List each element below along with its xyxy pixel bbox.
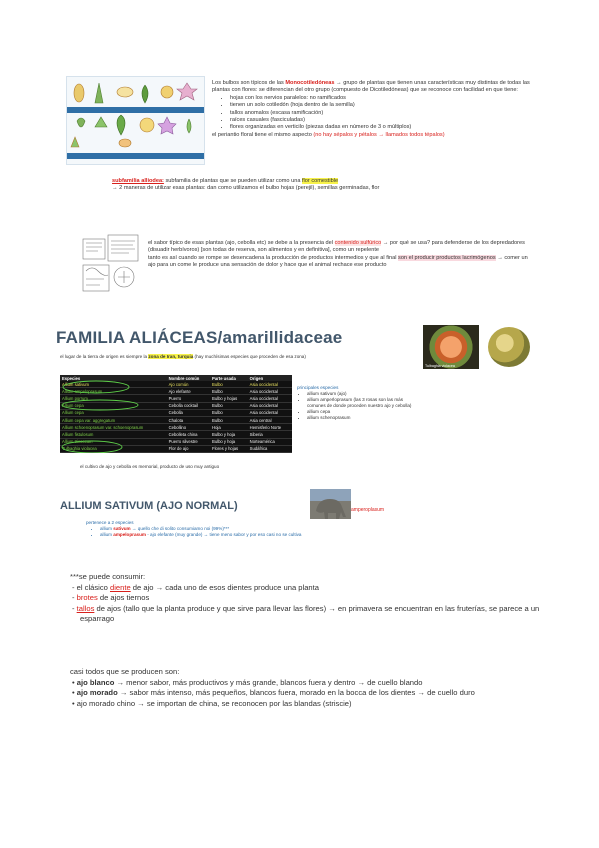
list-item [76,698,540,710]
list-item [100,532,506,538]
text-fragment: → menor sabor, más productivos y más grande, blancos fuera y dentro → de cuello blando [114,677,423,687]
highlighted-text: flor comestible [302,178,339,184]
list-item [76,603,540,625]
table-cell: Allium fistulosum [60,431,167,438]
food-photo [423,325,479,369]
table-header: Nombre común [167,375,210,381]
table-cell: Allium schoenoprasum var. schoenoprasum [60,424,167,431]
text-fragment: el sabor típico de esas plantas (ajo, cebolla etc) se debe a la presencia del [148,240,335,246]
list-item: • flores organizadas en verticilo (piezas dadas en número de 3 o múltiplos) [230,124,542,131]
highlighted-text: son el producir productos lacrimógenos [398,254,496,261]
plant-drawings-icon [67,77,204,164]
table-cell: Allium porrum [60,395,167,402]
photo-caption: Tulbaghia violacea [425,364,455,368]
cultivation-note: el cultivo de ajo y cebolla es memorial, producto de uso muy antiguo [80,464,220,469]
elephant-icon [310,489,351,519]
main-species-panel [297,385,421,421]
table-cell: Asia occidental [248,381,292,388]
list-item [76,688,540,699]
species-table [60,375,292,453]
highlighted-text: brotes [76,593,98,603]
table-cell: Puerro [167,395,210,402]
monocot-description [212,80,542,139]
sativum-list [86,526,506,538]
table-cell: Asia central [248,416,292,423]
text-fragment: → grupo de plantas que tienen unas características muy distintas de todas las plantas con flores: se diferencian del otro grupo (compuesto de Dicotiledóneas) que se reconoce con facilidad en que tiene: [212,80,530,94]
sulphur-description [148,240,528,270]
table-cell: Allium cepa var. aggregatum [60,416,167,423]
table-cell: Bulbo y hoja [210,431,248,438]
table-cell: Asia occidental [248,409,292,416]
monocot-illustration-plate [66,76,205,165]
text-fragment: subfamilia de plantas que se pueden utilizar como una [163,178,302,184]
table-cell: Flores y hojas [210,445,248,452]
text-fragment: tanto es así cuando se rompe se desencadena la producción de productos intermedios y que al final [148,254,399,261]
text-fragment: el lugar de la tierra de origen es siempre la [60,354,149,359]
table-cell: Flor de ajo [167,445,210,452]
sprout-ball [488,327,530,367]
text-fragment: de ajos tiernos [97,593,150,603]
origin-note [60,354,430,360]
table-cell: Ajo común [167,381,210,388]
table-header: Parte usada [210,375,248,381]
section-title: casi todos que se producen son: [70,667,180,676]
text-fragment: de ajo → cada uno de esos dientes produce una planta [130,582,319,592]
table-cell: Cebolla cocktail [167,402,210,409]
species-title: principales especies [297,385,339,390]
species-note [86,520,506,538]
text-fragment: ajo morado chino → se importan de china, se reconocen por las blandas (striscie) [76,698,352,708]
slide-heading: FAMILIA ALIÁCEAS/amarillidaceae [56,328,343,347]
species-term: sativum [113,526,131,531]
highlighted-text: tallos [76,603,95,613]
species-term: ampeloprasum [113,532,146,537]
text-fragment: el periantio floral tiene el mismo aspecto [212,131,314,138]
highlighted-text: (no hay sépalos y pétalos → llamados todos tépalos) [313,131,445,138]
hand-drawn-circles [60,375,292,453]
list-item: • allium sativum (ajo) [307,391,421,397]
monocot-traits-list [212,95,542,132]
table-cell: Bulbo y hoja [210,438,248,445]
list-item: • allium schenoprasum [307,415,421,421]
types-section [70,667,540,709]
table-cell: Norteamérica [248,438,292,445]
table-header: Especies [60,375,167,381]
text-fragment: → comer un ajo para un come le produce una sensación de dolor y hace que el animal rechace ese producto [148,254,528,269]
table-cell: Hoja [210,424,248,431]
bold-term: ajo blanco [76,677,115,687]
table-cell: Allium cepa [60,409,167,416]
list-item: • allium cepa [307,409,421,415]
table-cell: Allium tricoccum [60,438,167,445]
bold-term: ajo morado [76,688,118,698]
text-fragment: (hay muchísimas especies que proceden de esa zona) [193,354,306,359]
list-item: • allium amperloprasum (las 3 rosas son las más comunes de donde proceden nuestro ajo y cebolla) [307,397,421,409]
table-header: Origen [248,375,292,381]
table-cell: Bulbo [210,402,248,409]
table-cell: Allium sativum [60,381,167,388]
highlighted-text: diente [109,582,131,592]
consume-list [70,583,540,625]
text-fragment: de ajos (tallo que la planta produce y que sirve para llevar las flores) → en primavera se encuentran en las fruterías, se parece a un esparrago [80,603,540,624]
subfamily-term: subfamilia alliodea: [112,178,164,184]
table-cell: Chalota [167,416,210,423]
monocot-term: Monocotiledóneas [285,80,335,86]
table-cell: Hemisferio Norte [248,424,292,431]
table-cell: Puerro silvestre [167,438,210,445]
text-fragment: → sabor más intenso, más pequeños, blancos fuera, morado en la bocca de los dientes → de cuello duro [117,688,475,698]
table-cell: Asia occidental [248,388,292,395]
table-cell: Cebolla [167,409,210,416]
table-cell: Asia occidental [248,395,292,402]
table-cell: Bulbo [210,409,248,416]
list-item: • hojas con los nervios paralelos: no ramificados [230,95,542,102]
table-cell: Bulbo [210,416,248,423]
text-fragment: → 2 maneras de utilizar esas plantas: dan como utilizamos el bulbo hojas (perejil), semillas germinadas, flor [112,185,380,192]
text-fragment: allium [100,532,114,537]
types-list [70,678,540,710]
text-fragment: el clásico [76,582,110,592]
highlighted-text: zona de Iran, turquia [148,354,194,359]
table-cell: Ajo elefante [167,388,210,395]
list-item: • tallos anomalos (escasa ramificación) [230,110,542,117]
consume-section [70,572,540,625]
species-list [297,391,421,421]
table-cell: Bulbo [210,388,248,395]
elephant-photo [310,489,351,519]
table-cell: Allium cepa [60,402,167,409]
hand-sketch-icon [82,233,140,295]
list-item: • tienen un solo cotiledón (hoja dentro de la semilla) [230,102,542,109]
table-cell: Bulbo [210,381,248,388]
table-cell: Tulbaghia violacea [60,445,167,452]
elephant-label: amperoplasum [351,507,385,513]
table-cell: Allium ampeloprasum [60,388,167,395]
slide-heading: ALLIUM SATIVUM (AJO NORMAL) [60,500,238,512]
list-item [76,593,540,604]
subfamily-note [112,178,532,193]
text-fragment: Los bulbos son típicos de las [212,80,286,86]
text-fragment: → quello che di solito consumiamo noi (99%)*** [130,526,230,531]
highlighted-text: contenido sulfúrico [334,240,382,246]
text-fragment: → por qué se usa? para defenderse de los depredadores (disuadir herbívoros) [son todas de reserva, son alimentos y en definitiva], como un repelente [148,240,525,254]
list-item [76,582,540,594]
table-cell: Asia occidental [248,402,292,409]
text-fragment: allium [100,526,114,531]
table-cell: Cebolleta china [167,431,210,438]
sprout-photo [480,325,542,369]
table-cell: Cebollino [167,424,210,431]
table-cell: Sudáfrica [248,445,292,452]
table-cell: Bulbo y hojas [210,395,248,402]
subheading: pertenece a 2 especies [86,520,134,525]
list-item [76,677,540,689]
table-cell: Siberia [248,431,292,438]
text-fragment: - ajo elefante (muy grande) → tiene meno sabor y por eso casi no se cultiva [145,532,302,537]
list-item: • raíces casuales (fasciculadas) [230,117,542,124]
section-title: ***se puede consumir: [70,572,146,581]
